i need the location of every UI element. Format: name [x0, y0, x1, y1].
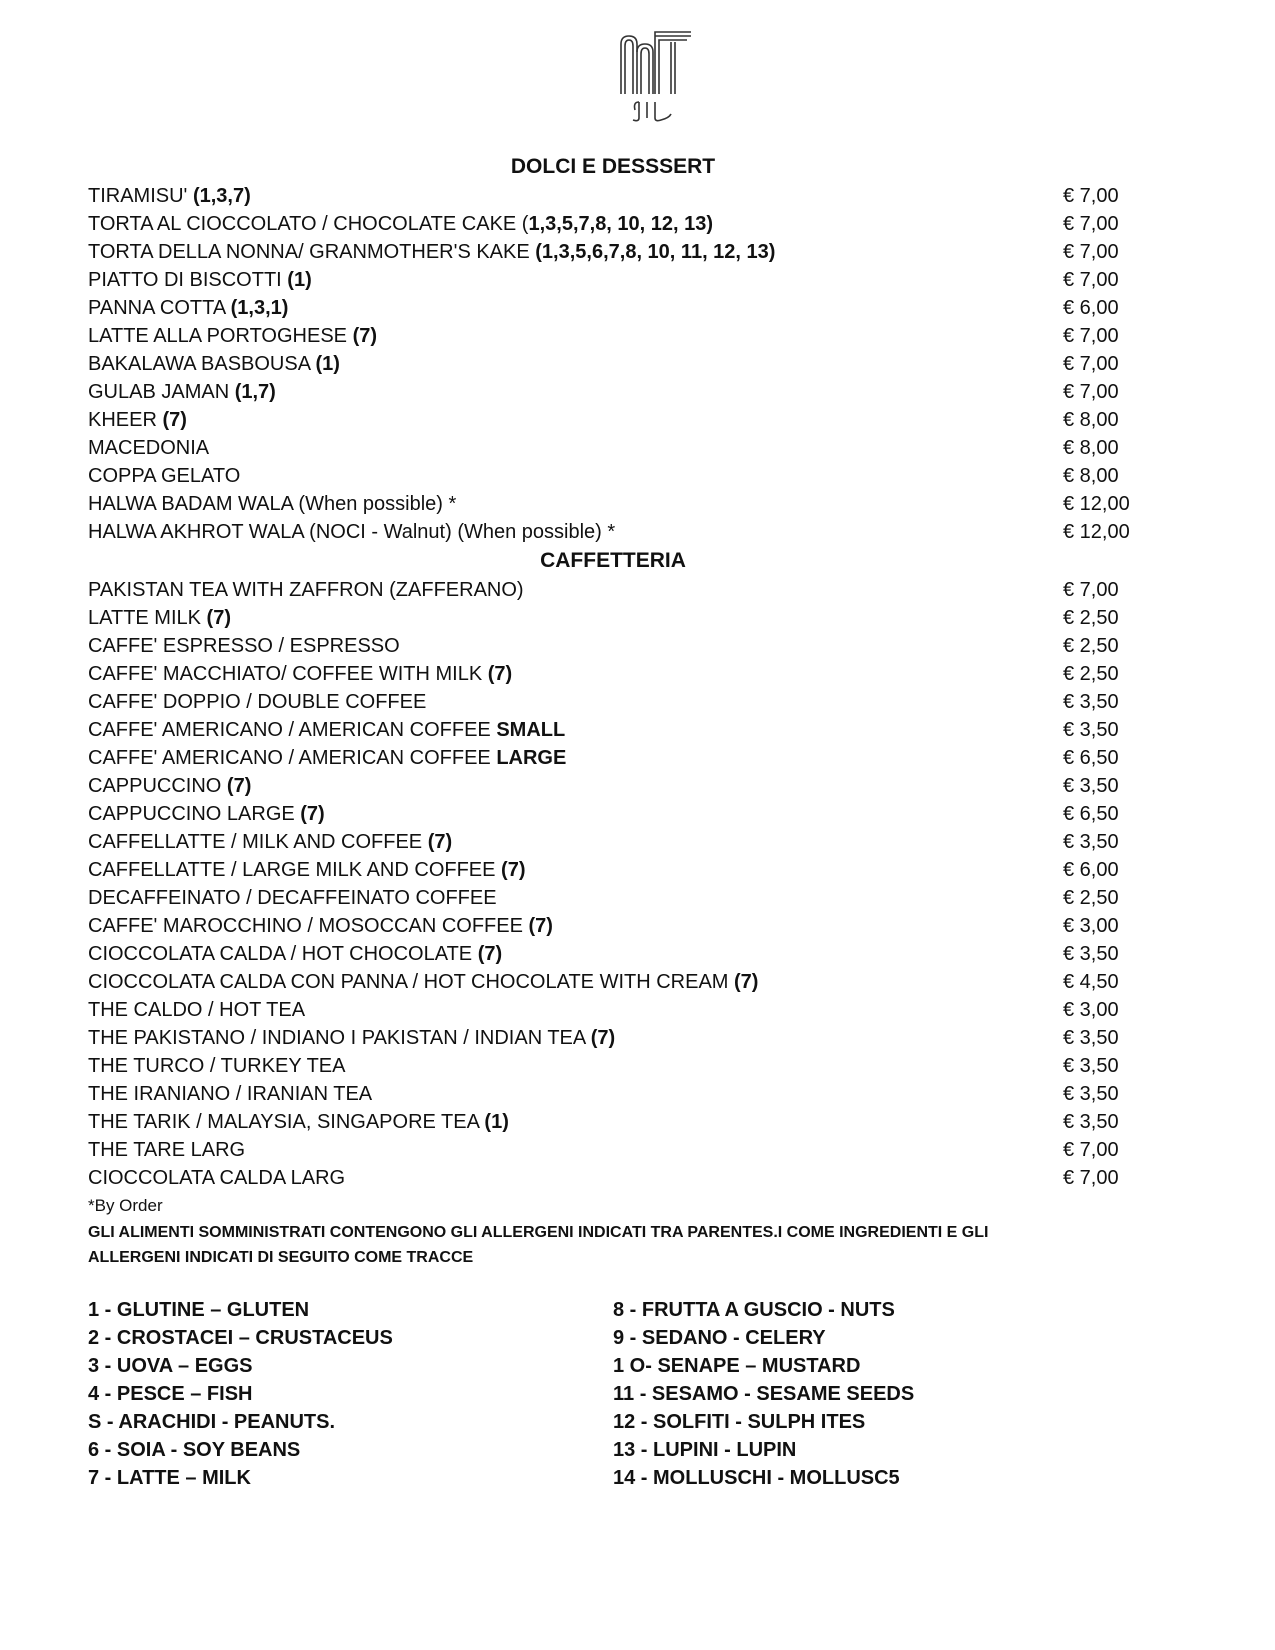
menu-item-price: € 12,00	[1063, 493, 1130, 515]
menu-item-label: GULAB JAMAN	[88, 381, 235, 403]
menu-item-name	[88, 688, 426, 716]
menu-item	[88, 856, 1138, 884]
menu-item-price: € 7,00	[1063, 1139, 1119, 1161]
menu-item-allergens: (1)	[287, 269, 312, 291]
menu-item	[88, 238, 1138, 266]
menu-item-price: € 3,00	[1063, 999, 1119, 1021]
menu-item-label: TORTA AL CIOCCOLATO / CHOCOLATE CAKE (	[88, 213, 529, 235]
menu-item-allergens: (7)	[427, 831, 453, 853]
menu-item-price: € 7,00	[1063, 579, 1119, 601]
allergen-entry: 14 - MOLLUSCHI - MOLLUSC5	[613, 1467, 900, 1489]
menu-item-name	[88, 940, 502, 968]
menu-item	[88, 518, 1138, 546]
menu-item-allergens: 1,3,5,7,8, 10, 12, 13)	[528, 213, 714, 235]
menu-item	[88, 490, 1138, 518]
menu-item-name	[88, 1108, 509, 1136]
menu-item-price: € 2,50	[1063, 663, 1119, 685]
menu-item	[88, 884, 1138, 912]
menu-item-label: THE TURCO / TURKEY TEA	[88, 1055, 346, 1077]
allergen-entry: 11 - SESAMO - SESAME SEEDS	[613, 1383, 915, 1405]
menu-item	[88, 406, 1138, 434]
allergen-entry: 2 - CROSTACEI – CRUSTACEUS	[88, 1327, 393, 1349]
menu-item-price: € 7,00	[1063, 325, 1119, 347]
menu-item-label: KHEER	[88, 409, 163, 431]
menu-item	[88, 182, 1138, 210]
restaurant-logo	[615, 22, 695, 126]
menu-item-allergens: (7)	[226, 775, 252, 797]
menu-item-allergens: (1,7)	[234, 381, 276, 403]
menu-item	[88, 434, 1138, 462]
allergen-entry: S - ARACHIDI - PEANUTS.	[88, 1411, 336, 1433]
menu-item-label: MACEDONIA	[88, 437, 210, 459]
menu-item-allergens: (7)	[501, 859, 526, 881]
menu-item-name	[88, 716, 565, 744]
menu-item-price: € 3,50	[1063, 1027, 1119, 1049]
allergen-entry: 7 - LATTE – MILK	[88, 1467, 251, 1489]
menu-item-label: LATTE ALLA PORTOGHESE	[88, 325, 353, 347]
menu-item-name	[88, 238, 775, 266]
allergen-entry: 4 - PESCE – FISH	[88, 1383, 253, 1405]
menu-item-label: CAFFE' ESPRESSO / ESPRESSO	[88, 635, 400, 657]
menu-item-name	[88, 604, 231, 632]
menu-item-name	[88, 660, 512, 688]
menu-item-name	[88, 1052, 345, 1080]
menu-item-price: € 3,50	[1063, 1055, 1119, 1077]
menu-item	[88, 716, 1138, 744]
menu-item-name	[88, 350, 340, 378]
menu-item	[88, 576, 1138, 604]
menu-item-allergens: (7)	[477, 943, 503, 965]
menu-item	[88, 744, 1138, 772]
menu-item-label: PIATTO DI BISCOTTI	[88, 269, 288, 291]
menu-item	[88, 968, 1138, 996]
menu-item-label: HALWA AKHROT WALA (NOCI - Walnut) (When possible) *	[88, 521, 616, 543]
menu-item-name	[88, 884, 497, 912]
menu-item-label: PANNA COTTA	[88, 297, 231, 319]
menu-item	[88, 1136, 1138, 1164]
menu-item	[88, 1052, 1138, 1080]
menu-item-label: HALWA BADAM WALA (When possible) *	[88, 493, 457, 515]
menu-item-allergens: LARGE	[496, 747, 567, 769]
menu-item	[88, 210, 1138, 238]
menu-sections	[88, 152, 1138, 1192]
menu-item-name	[88, 490, 456, 518]
menu-item-allergens: (1,3,7)	[192, 185, 251, 207]
menu-item-name	[88, 1164, 345, 1192]
menu-item-name	[88, 322, 377, 350]
menu-item-label: CAFFE' AMERICANO / AMERICAN COFFEE	[88, 747, 497, 769]
menu-item-name	[88, 1024, 615, 1052]
menu-item	[88, 1164, 1138, 1192]
menu-item	[88, 378, 1138, 406]
menu-item-allergens: (7)	[352, 325, 378, 347]
menu-item-price: € 6,50	[1063, 747, 1119, 769]
menu-item-label: CIOCCOLATA CALDA LARG	[88, 1167, 346, 1189]
menu-item-label: PAKISTAN TEA WITH ZAFFRON (ZAFFERANO)	[88, 579, 524, 601]
menu-item-name	[88, 518, 615, 546]
allergen-entry: 6 - SOIA - SOY BEANS	[88, 1439, 301, 1461]
menu-item-price: € 6,00	[1063, 859, 1119, 881]
menu-item-name	[88, 828, 452, 856]
allergen-column-right	[613, 1296, 1138, 1492]
menu-item-name	[88, 856, 526, 884]
menu-item-price: € 7,00	[1063, 241, 1119, 263]
menu-item-allergens: (1)	[484, 1111, 509, 1133]
menu-item-price: € 3,50	[1063, 719, 1119, 741]
menu-item-name	[88, 772, 251, 800]
menu-item	[88, 1080, 1138, 1108]
menu-item-label: CAFFELLATTE / LARGE MILK AND COFFEE	[88, 859, 502, 881]
menu-item-name	[88, 210, 713, 238]
menu-item-price: € 7,00	[1063, 353, 1119, 375]
menu-item-label: TORTA DELLA NONNA/ GRANMOTHER'S KAKE	[88, 241, 536, 263]
allergen-entry: 13 - LUPINI - LUPIN	[613, 1439, 797, 1461]
menu-item-price: € 3,50	[1063, 943, 1119, 965]
allergen-legend	[88, 1296, 1138, 1492]
menu-item-label: BAKALAWA BASBOUSA	[88, 353, 316, 375]
menu-item	[88, 996, 1138, 1024]
menu-item-label: CAFFE' MAROCCHINO / MOSOCCAN COFFEE	[88, 915, 529, 937]
menu-item-price: € 2,50	[1063, 887, 1119, 909]
menu-item-name	[88, 968, 758, 996]
menu-item-allergens: (1)	[315, 353, 340, 375]
menu-item-label: DECAFFEINATO / DECAFFEINATO COFFEE	[88, 887, 497, 909]
menu-item-price: € 7,00	[1063, 185, 1119, 207]
menu-item-allergens: (1,3,1)	[230, 297, 289, 319]
menu-item-price: € 7,00	[1063, 213, 1119, 235]
menu-item-name	[88, 182, 251, 210]
allergen-entry: 1 O- SENAPE – MUSTARD	[613, 1355, 861, 1377]
menu-item-name	[88, 1080, 372, 1108]
menu-item-price: € 3,50	[1063, 831, 1119, 853]
menu-item-name	[88, 294, 288, 322]
menu-item-price: € 7,00	[1063, 381, 1119, 403]
menu-item	[88, 604, 1138, 632]
menu-item-price: € 8,00	[1063, 409, 1119, 431]
menu-item-price: € 3,50	[1063, 775, 1119, 797]
menu-item-allergens: (1,3,5,6,7,8, 10, 11, 12, 13)	[535, 241, 776, 263]
menu-item-label: THE TARE LARG	[88, 1139, 246, 1161]
menu-item	[88, 940, 1138, 968]
section-title: CAFFETTERIA	[540, 549, 686, 572]
menu-item	[88, 1024, 1138, 1052]
menu-item-label: CAPPUCCINO	[88, 775, 227, 797]
menu-item	[88, 800, 1138, 828]
allergen-entry: 3 - UOVA – EGGS	[88, 1355, 253, 1377]
menu-item-price: € 6,50	[1063, 803, 1119, 825]
menu-item-allergens: (7)	[487, 663, 513, 685]
menu-item-price: € 12,00	[1063, 521, 1130, 543]
menu-item-label: THE CALDO / HOT TEA	[88, 999, 306, 1021]
menu-item-allergens: (7)	[300, 803, 325, 825]
menu-item-label: THE TARIK / MALAYSIA, SINGAPORE TEA	[88, 1111, 485, 1133]
menu-item	[88, 660, 1138, 688]
menu-item-name	[88, 912, 553, 940]
menu-item-allergens: (7)	[590, 1027, 616, 1049]
menu-item	[88, 912, 1138, 940]
allergen-entry: 1 - GLUTINE – GLUTEN	[88, 1299, 310, 1321]
menu-item-label: CAPPUCCINO LARGE	[88, 803, 301, 825]
menu-item-name	[88, 1136, 245, 1164]
menu-item-label: TIRAMISU'	[88, 185, 193, 207]
menu-item	[88, 828, 1138, 856]
menu-item	[88, 266, 1138, 294]
menu-item	[88, 322, 1138, 350]
menu-item-price: € 8,00	[1063, 465, 1119, 487]
menu-item-label: COPPA GELATO	[88, 465, 241, 487]
allergen-column-left	[88, 1296, 613, 1492]
menu-item-name	[88, 462, 240, 490]
menu-item-allergens: (7)	[162, 409, 187, 431]
menu-item-price: € 2,50	[1063, 607, 1119, 629]
allergen-entry: 9 - SEDANO - CELERY	[613, 1327, 826, 1349]
menu-item-label: CAFFE' MACCHIATO/ COFFEE WITH MILK	[88, 663, 488, 685]
menu-item-allergens: (7)	[528, 915, 553, 937]
section-title: DOLCI E DESSSERT	[510, 155, 716, 178]
menu-item	[88, 462, 1138, 490]
menu-item-name	[88, 800, 325, 828]
menu-item-allergens: (7)	[734, 971, 759, 993]
menu-item-label: CIOCCOLATA CALDA / HOT CHOCOLATE	[88, 943, 478, 965]
allergen-warning: GLI ALIMENTI SOMMINISTRATI CONTENGONO GLI ALLERGENI INDICATI TRA PARENTES.I COME INGREDIENTI E GLI ALLERGENI INDICATI DI SEGUITO COME TRACCE	[88, 1224, 989, 1266]
menu-item-name	[88, 576, 524, 604]
menu-item-price: € 3,50	[1063, 1083, 1119, 1105]
allergen-entry: 8 - FRUTTA A GUSCIO - NUTS	[613, 1299, 895, 1321]
menu-item-label: CIOCCOLATA CALDA CON PANNA / HOT CHOCOLATE WITH CREAM	[88, 971, 735, 993]
menu-item	[88, 772, 1138, 800]
menu-item-price: € 3,50	[1063, 1111, 1119, 1133]
menu-item-label: CAFFE' DOPPIO / DOUBLE COFFEE	[88, 691, 427, 713]
menu-item-name	[88, 632, 400, 660]
by-order-note: *By Order	[88, 1196, 163, 1215]
menu-item-label: THE PAKISTANO / INDIANO I PAKISTAN / INDIAN TEA	[88, 1027, 591, 1049]
menu-item-price: € 4,50	[1063, 971, 1119, 993]
menu-item-price: € 7,00	[1063, 269, 1119, 291]
menu-item-allergens: SMALL	[496, 719, 566, 741]
menu-item-name	[88, 744, 566, 772]
menu-item-price: € 8,00	[1063, 437, 1119, 459]
menu	[88, 152, 1138, 1492]
menu-item-price: € 3,00	[1063, 915, 1119, 937]
menu-item-label: LATTE MILK	[88, 607, 207, 629]
menu-item	[88, 294, 1138, 322]
menu-item	[88, 688, 1138, 716]
menu-item-allergens: (7)	[206, 607, 231, 629]
menu-item-name	[88, 996, 305, 1024]
menu-item-name	[88, 406, 187, 434]
menu-item-price: € 6,00	[1063, 297, 1119, 319]
menu-item-name	[88, 434, 209, 462]
allergen-entry: 12 - SOLFITI - SULPH ITES	[613, 1411, 866, 1433]
menu-item	[88, 632, 1138, 660]
menu-item-price: € 3,50	[1063, 691, 1119, 713]
menu-item-name	[88, 378, 276, 406]
menu-item-price: € 2,50	[1063, 635, 1119, 657]
menu-item-price: € 7,00	[1063, 1167, 1119, 1189]
menu-item	[88, 1108, 1138, 1136]
menu-item	[88, 350, 1138, 378]
menu-item-label: CAFFELLATTE / MILK AND COFFEE	[88, 831, 428, 853]
menu-item-label: CAFFE' AMERICANO / AMERICAN COFFEE	[88, 719, 497, 741]
menu-item-label: THE IRANIANO / IRANIAN TEA	[88, 1083, 373, 1105]
menu-item-name	[88, 266, 312, 294]
